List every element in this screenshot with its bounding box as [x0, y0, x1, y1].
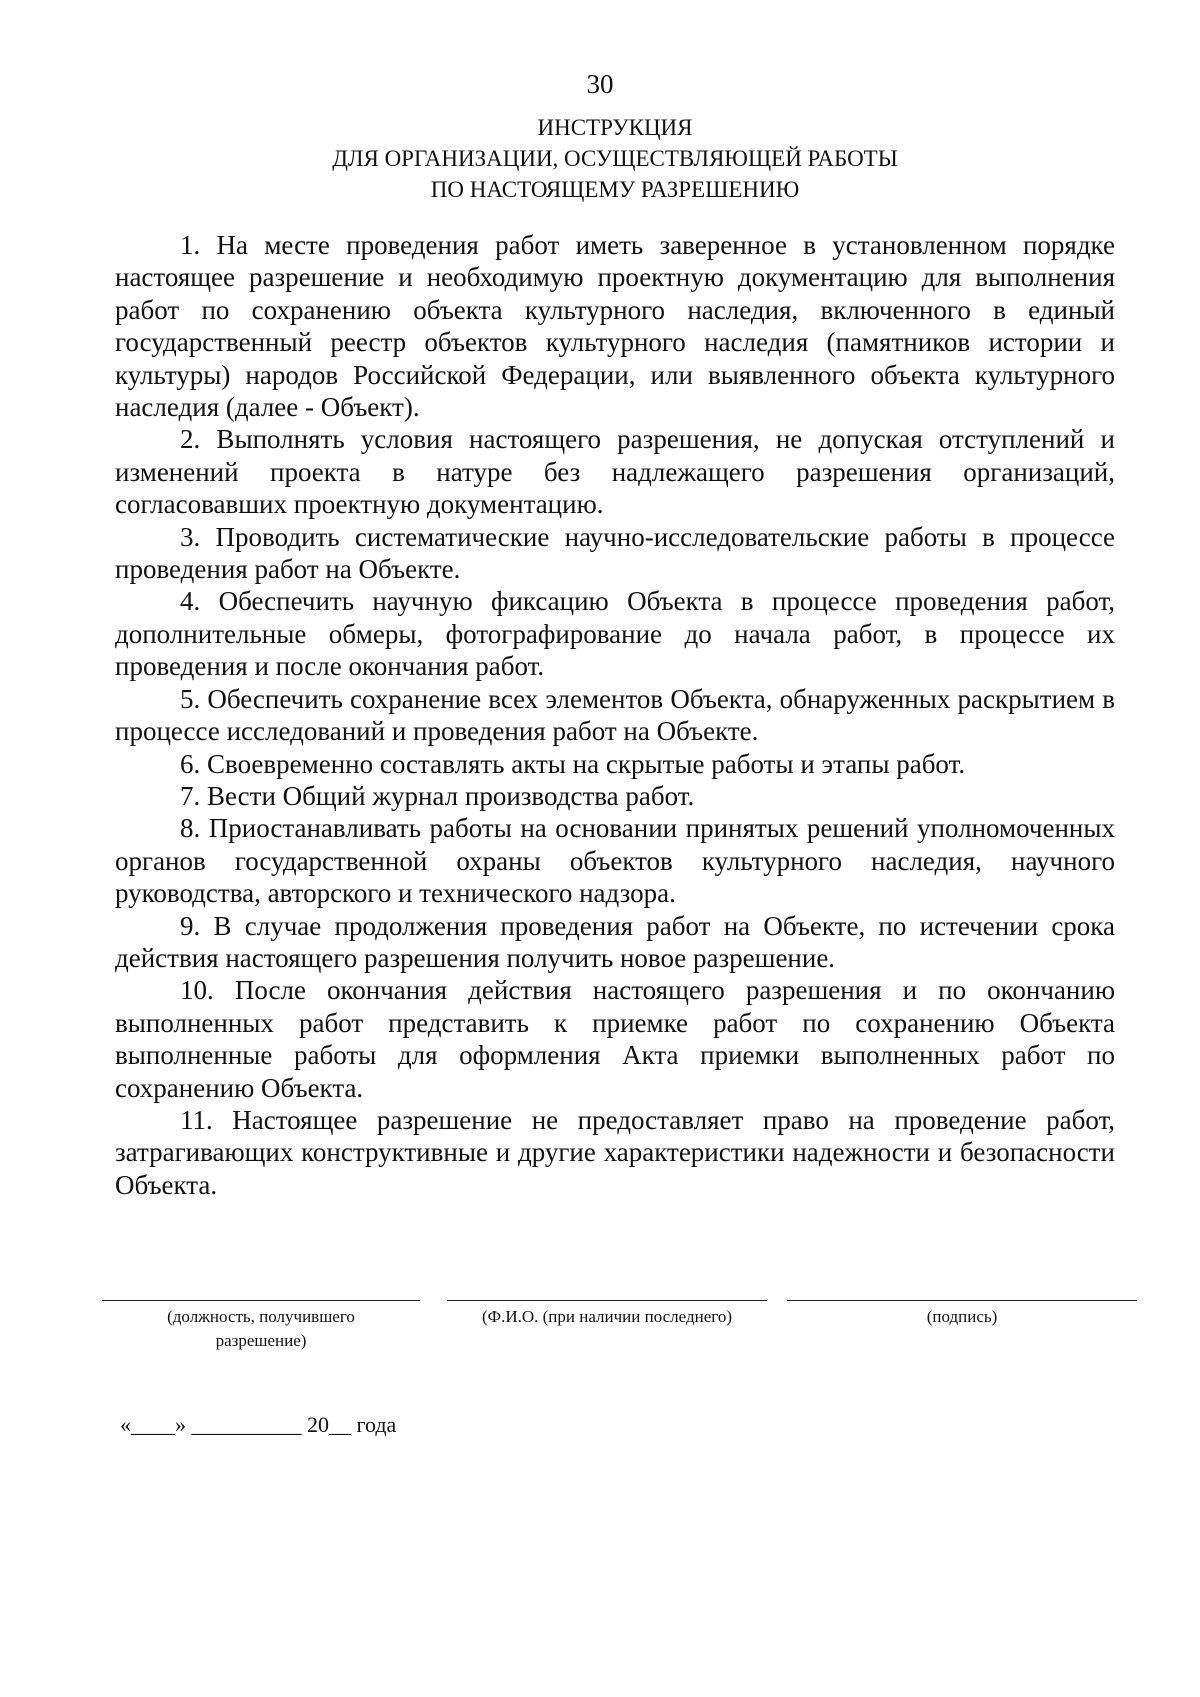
instruction-item-3: 3. Проводить систематические научно-исследовательские работы в процессе проведения работ на Объекте. [115, 521, 1115, 585]
name-caption: (Ф.И.О. (при наличии последнего) [482, 1307, 732, 1326]
instruction-item-5: 5. Обеспечить сохранение всех элементов Объекта, обнаруженных раскрытием в процессе исследований и проведения работ на Объекте. [115, 683, 1115, 747]
instruction-list [115, 229, 1115, 1201]
document-title [115, 112, 1115, 205]
title-line-1: ИНСТРУКЦИЯ [537, 115, 693, 140]
instruction-item-11: 11. Настоящее разрешение не предоставляет право на проведение работ, затрагивающих конструктивные и другие характеристики надежности и безопасности Объекта. [115, 1104, 1115, 1200]
position-caption [102, 1305, 420, 1353]
title-line-2: ДЛЯ ОРГАНИЗАЦИИ, ОСУЩЕСТВЛЯЮЩЕЙ РАБОТЫ [332, 146, 898, 171]
name-line [447, 1300, 767, 1301]
signature-field [787, 1300, 1137, 1329]
signature-line [787, 1300, 1137, 1301]
instruction-item-4: 4. Обеспечить научную фиксацию Объекта в процессе проведения работ, дополнительные обмеры, фотографирование до начала работ, в процессе их проведения и после окончания работ. [115, 586, 1115, 682]
instruction-item-10: 10. После окончания действия настоящего разрешения и по окончанию выполненных работ представить к приемке работ по сохранению Объекта выполненные работы для оформления Акта приемки выполненных работ по сохранению Объекта. [115, 975, 1115, 1103]
name-field [447, 1300, 767, 1329]
date-line: «____» __________ 20__ года [120, 1412, 397, 1437]
instruction-item-7: 7. Вести Общий журнал производства работ. [180, 780, 695, 811]
title-line-3: ПО НАСТОЯЩЕМУ РАЗРЕШЕНИЮ [430, 177, 800, 202]
instruction-item-9: 9. В случае продолжения проведения работ на Объекте, по истечении срока действия настоящего разрешения получить новое разрешение. [115, 910, 1115, 973]
position-field [102, 1300, 420, 1353]
page-number: 30 [586, 69, 614, 99]
position-caption-line-1: (должность, получившего [167, 1307, 355, 1326]
instruction-item-2: 2. Выполнять условия настоящего разрешения, не допуская отступлений и изменений проекта в натуре без надлежащего разрешения организаций, согласовавших проектную документацию. [115, 424, 1115, 520]
position-line [102, 1300, 420, 1301]
position-caption-line-2: разрешение) [215, 1331, 307, 1350]
instruction-item-8: 8. Приостанавливать работы на основании принятых решений уполномоченных органов государственной охраны объектов культурного наследия, научного руководства, авторского и технического надзора. [115, 813, 1115, 909]
instruction-item-6: 6. Своевременно составлять акты на скрытые работы и этапы работ. [180, 748, 966, 779]
signature-caption: (подпись) [926, 1307, 998, 1326]
signature-block [102, 1300, 1137, 1380]
instruction-item-1: 1. На месте проведения работ иметь заверенное в установленном порядке настоящее разрешение и необходимую проектную документацию для выполнения работ по сохранению объекта культурного наследия, включенного в единый государственный реестр объектов культурного наследия (памятников истории и культуры) народов Российской Федерации, или выявленного объекта культурного наследия (далее - Объект). [115, 230, 1115, 423]
